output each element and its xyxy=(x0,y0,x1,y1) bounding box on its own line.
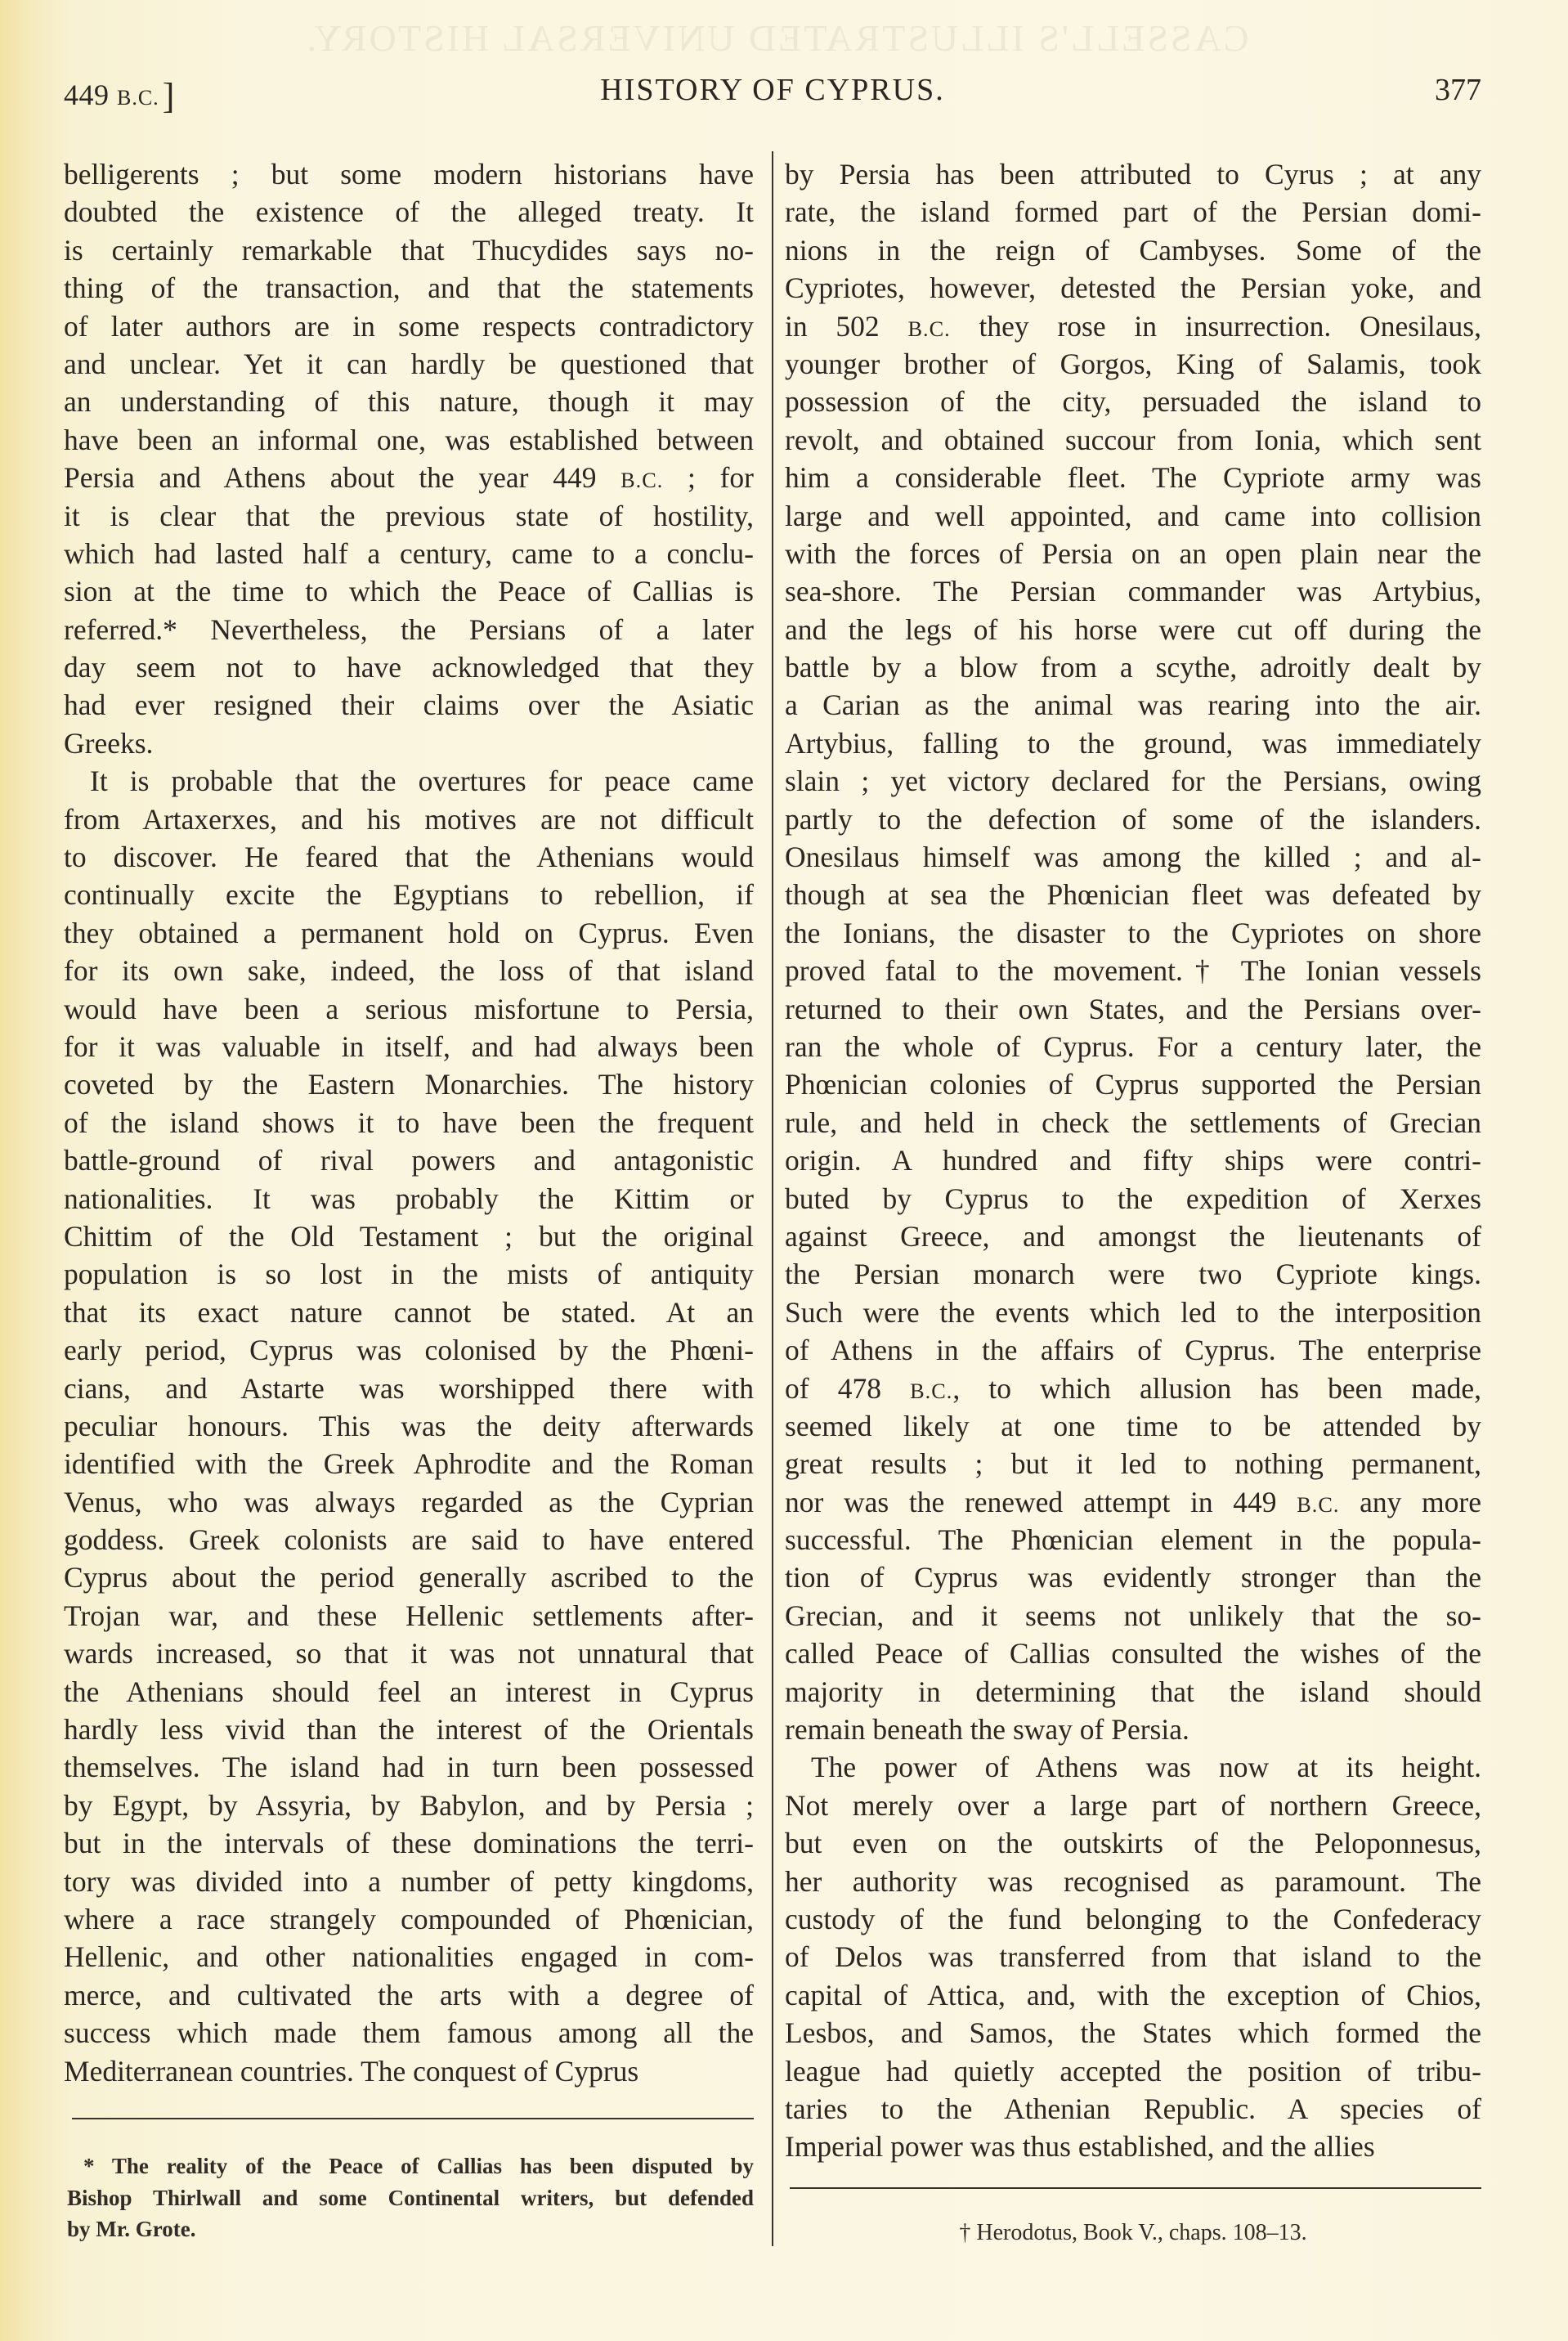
text-line: wards increased, so that it was not unnatural that xyxy=(64,1637,754,1671)
text-line: origin. A hundred and fifty ships were contri- xyxy=(785,1144,1481,1177)
text-line: would have been a serious misfortune to Persia, xyxy=(64,992,754,1025)
era-abbreviation: B.C. xyxy=(1297,1492,1340,1517)
text-line: custody of the fund belonging to the Confederacy xyxy=(785,1902,1481,1935)
text-line: league had quietly accepted the position of tribu- xyxy=(785,2054,1481,2088)
page-title: HISTORY OF CYPRUS. xyxy=(600,73,945,107)
text-line: of later authors are in some respects contradictory xyxy=(64,309,754,343)
text-line: hardly less vivid than the interest of the Orientals xyxy=(64,1713,754,1747)
text-line: is certainly remarkable that Thucydides says no- xyxy=(64,233,754,267)
column-divider xyxy=(772,151,773,2246)
text-line: majority in determining that the island should xyxy=(785,1675,1481,1708)
footnote-line: * The reality of the Peace of Callias has been disputed by xyxy=(83,2154,754,2178)
text-line: the Persian monarch were two Cypriote kings. xyxy=(785,1258,1481,1291)
text-line: battle by a blow from a scythe, adroitly dealt by xyxy=(785,651,1481,684)
text-line: capital of Attica, and, with the exception of Chios, xyxy=(785,1978,1481,2011)
text-line: to discover. He feared that the Athenians would xyxy=(64,841,754,874)
text-line: against Greece, and amongst the lieutenants of xyxy=(785,1219,1481,1253)
text-line: have been an informal one, was established between xyxy=(64,423,754,456)
text-line: they obtained a permanent hold on Cyprus. Even xyxy=(64,916,754,949)
running-head xyxy=(64,72,1481,114)
text-line: possession of the city, persuaded the island to xyxy=(785,385,1481,419)
text-line: Such were the events which led to the interposition xyxy=(785,1295,1481,1329)
text-line: tion of Cyprus was evidently stronger than the xyxy=(785,1561,1481,1594)
text-line: that its exact nature cannot be stated. At an xyxy=(64,1295,754,1329)
running-head-era: B.C. xyxy=(117,86,159,110)
text-line: continually excite the Egyptians to rebellion, if xyxy=(64,878,754,912)
text-line: by Persia has been attributed to Cyrus ; at any xyxy=(785,158,1481,191)
text-line: proved fatal to the movement.† The Ionian vessels xyxy=(785,954,1481,988)
text-line: where a race strangely compounded of Phœnician, xyxy=(64,1902,754,1935)
text-line: him a considerable fleet. The Cypriote army was xyxy=(785,461,1481,495)
text-line: early period, Cyprus was colonised by the Phœni- xyxy=(64,1334,754,1367)
text-line: belligerents ; but some modern historians have xyxy=(64,158,754,191)
text-line: a Carian as the animal was rearing into the air. xyxy=(785,688,1481,722)
text-line: successful. The Phœnician element in the popula- xyxy=(785,1523,1481,1557)
text-line: in 502 B.C. they rose in insurrection. Onesilaus, xyxy=(785,309,1481,343)
text-line: nor was the renewed attempt in 449 B.C. any more xyxy=(785,1485,1481,1518)
text-line: great results ; but it led to nothing permanent, xyxy=(785,1447,1481,1481)
text-line: slain ; yet victory declared for the Persians, owing xyxy=(785,765,1481,798)
text-line: Trojan war, and these Hellenic settlements after- xyxy=(64,1599,754,1632)
text-line: remain beneath the sway of Persia. xyxy=(785,1713,1189,1747)
text-line: large and well appointed, and came into collision xyxy=(785,499,1481,532)
text-line: called Peace of Callias consulted the wishes of the xyxy=(785,1637,1481,1671)
left-column xyxy=(64,155,754,2090)
text-line: and unclear. Yet it can hardly be questioned that xyxy=(64,347,754,380)
text-line: younger brother of Gorgos, King of Salamis, took xyxy=(785,347,1481,380)
text-line: tory was divided into a number of petty kingdoms, xyxy=(64,1864,754,1898)
footnote-right: † Herodotus, Book V., chaps. 108–13. xyxy=(959,2220,1307,2245)
text-line: which had lasted half a century, came to a conclu- xyxy=(64,536,754,570)
text-line: themselves. The island had in turn been possessed xyxy=(64,1751,754,1784)
text-line: but in the intervals of these dominations the terri- xyxy=(64,1827,754,1860)
text-line: an understanding of this nature, though it may xyxy=(64,385,754,419)
era-abbreviation: B.C. xyxy=(907,316,951,341)
text-line: taries to the Athenian Republic. A species of xyxy=(785,2092,1481,2125)
text-line: though at sea the Phœnician fleet was defeated by xyxy=(785,878,1481,912)
bleed-through-heading: CASSELL'S ILLUSTRATED UNIVERSAL HISTORY. xyxy=(304,17,1249,59)
text-line: Cyprus about the period generally ascribed to the xyxy=(64,1561,754,1594)
text-line: revolt, and obtained succour from Ionia, which sent xyxy=(785,423,1481,456)
text-line: returned to their own States, and the Persians over- xyxy=(785,992,1481,1025)
text-line: Venus, who was always regarded as the Cyprian xyxy=(64,1485,754,1518)
text-line: of Athens in the affairs of Cyprus. The enterprise xyxy=(785,1334,1481,1367)
text-line: and the legs of his horse were cut off during the xyxy=(785,612,1481,646)
text-line: the Ionians, the disaster to the Cypriotes on shore xyxy=(785,916,1481,949)
text-line: for its own sake, indeed, the loss of that island xyxy=(64,954,754,988)
running-head-year: 449 xyxy=(64,78,110,111)
text-line: Hellenic, and other nationalities engaged in com- xyxy=(64,1940,754,1974)
text-line: referred.* Nevertheless, the Persians of a later xyxy=(64,612,754,646)
text-line: coveted by the Eastern Monarchies. The history xyxy=(64,1068,754,1101)
text-line: success which made them famous among all the xyxy=(64,2016,754,2050)
text-line: Mediterranean countries. The conquest of Cyprus xyxy=(64,2054,639,2088)
text-line: merce, and cultivated the arts with a degree of xyxy=(64,1978,754,2011)
text-line: nationalities. It was probably the Kittim or xyxy=(64,1182,754,1215)
text-line: had ever resigned their claims over the Asiatic xyxy=(64,688,754,722)
page-number: 377 xyxy=(1435,73,1481,107)
text-line: but even on the outskirts of the Peloponnesus, xyxy=(785,1827,1481,1860)
text-line: Artybius, falling to the ground, was immediately xyxy=(785,726,1481,760)
text-line: Grecian, and it seems not unlikely that the so- xyxy=(785,1599,1481,1632)
text-line: rule, and held in check the settlements of Grecian xyxy=(785,1105,1481,1139)
footnote-rule-left xyxy=(72,2118,754,2119)
text-line: for it was valuable in itself, and had always been xyxy=(64,1029,754,1063)
text-line: Greeks. xyxy=(64,726,154,760)
text-line: rate, the island formed part of the Persian domi- xyxy=(785,195,1481,229)
text-line: battle-ground of rival powers and antagonistic xyxy=(64,1144,754,1177)
text-line: by Egypt, by Assyria, by Babylon, and by Persia ; xyxy=(64,1788,754,1822)
text-line: sea-shore. The Persian commander was Artybius, xyxy=(785,575,1481,608)
text-line: day seem not to have acknowledged that they xyxy=(64,651,754,684)
text-line: partly to the defection of some of the islanders. xyxy=(785,802,1481,836)
text-line: thing of the transaction, and that the statements xyxy=(64,271,754,305)
text-line: doubted the existence of the alleged treaty. It xyxy=(64,195,754,229)
text-line: Cypriotes, however, detested the Persian yoke, and xyxy=(785,271,1481,305)
text-line: Phœnician colonies of Cyprus supported the Persian xyxy=(785,1068,1481,1101)
text-line: it is clear that the previous state of hostility, xyxy=(64,499,754,532)
text-line: peculiar honours. This was the deity afterwards xyxy=(64,1409,754,1442)
text-line: ran the whole of Cyprus. For a century later, the xyxy=(785,1029,1481,1063)
era-abbreviation: B.C. xyxy=(910,1379,953,1403)
text-line: Onesilaus himself was among the killed ; and al- xyxy=(785,841,1481,874)
footnote-line: Bishop Thirlwall and some Continental writers, but defended xyxy=(67,2185,754,2210)
footnote-line: by Mr. Grote. xyxy=(67,2217,196,2241)
text-line: from Artaxerxes, and his motives are not difficult xyxy=(64,802,754,836)
footnote-left xyxy=(67,2150,754,2245)
text-line: Not merely over a large part of northern Greece, xyxy=(785,1788,1481,1822)
text-line: identified with the Greek Aphrodite and the Roman xyxy=(64,1447,754,1481)
text-line: Imperial power was thus established, and the allies xyxy=(785,2130,1375,2164)
footnote-rule-right xyxy=(790,2187,1481,2189)
running-head-bracket: ] xyxy=(162,76,175,116)
text-line: population is so lost in the mists of antiquity xyxy=(64,1258,754,1291)
text-line: of the island shows it to have been the frequent xyxy=(64,1105,754,1139)
text-line: of 478 B.C., to which allusion has been made, xyxy=(785,1371,1481,1405)
text-line: her authority was recognised as paramount. The xyxy=(785,1864,1481,1898)
text-line: with the forces of Persia on an open plain near the xyxy=(785,536,1481,570)
text-line: Lesbos, and Samos, the States which formed the xyxy=(785,2016,1481,2050)
text-line: seemed likely at one time to be attended by xyxy=(785,1409,1481,1442)
text-line: sion at the time to which the Peace of Callias is xyxy=(64,575,754,608)
text-line: The power of Athens was now at its height. xyxy=(811,1751,1481,1784)
text-line: of Delos was transferred from that island to the xyxy=(785,1940,1481,1974)
text-line: the Athenians should feel an interest in Cyprus xyxy=(64,1675,754,1708)
text-line: buted by Cyprus to the expedition of Xerxes xyxy=(785,1182,1481,1215)
text-line: nions in the reign of Cambyses. Some of the xyxy=(785,233,1481,267)
era-abbreviation: B.C. xyxy=(620,469,664,493)
text-line: cians, and Astarte was worshipped there with xyxy=(64,1371,754,1405)
text-line: Chittim of the Old Testament ; but the original xyxy=(64,1219,754,1253)
right-column xyxy=(785,155,1481,2166)
text-line: It is probable that the overtures for peace came xyxy=(90,765,754,798)
text-line: goddess. Greek colonists are said to have entered xyxy=(64,1523,754,1557)
text-line: Persia and Athens about the year 449 B.C. ; for xyxy=(64,461,754,495)
